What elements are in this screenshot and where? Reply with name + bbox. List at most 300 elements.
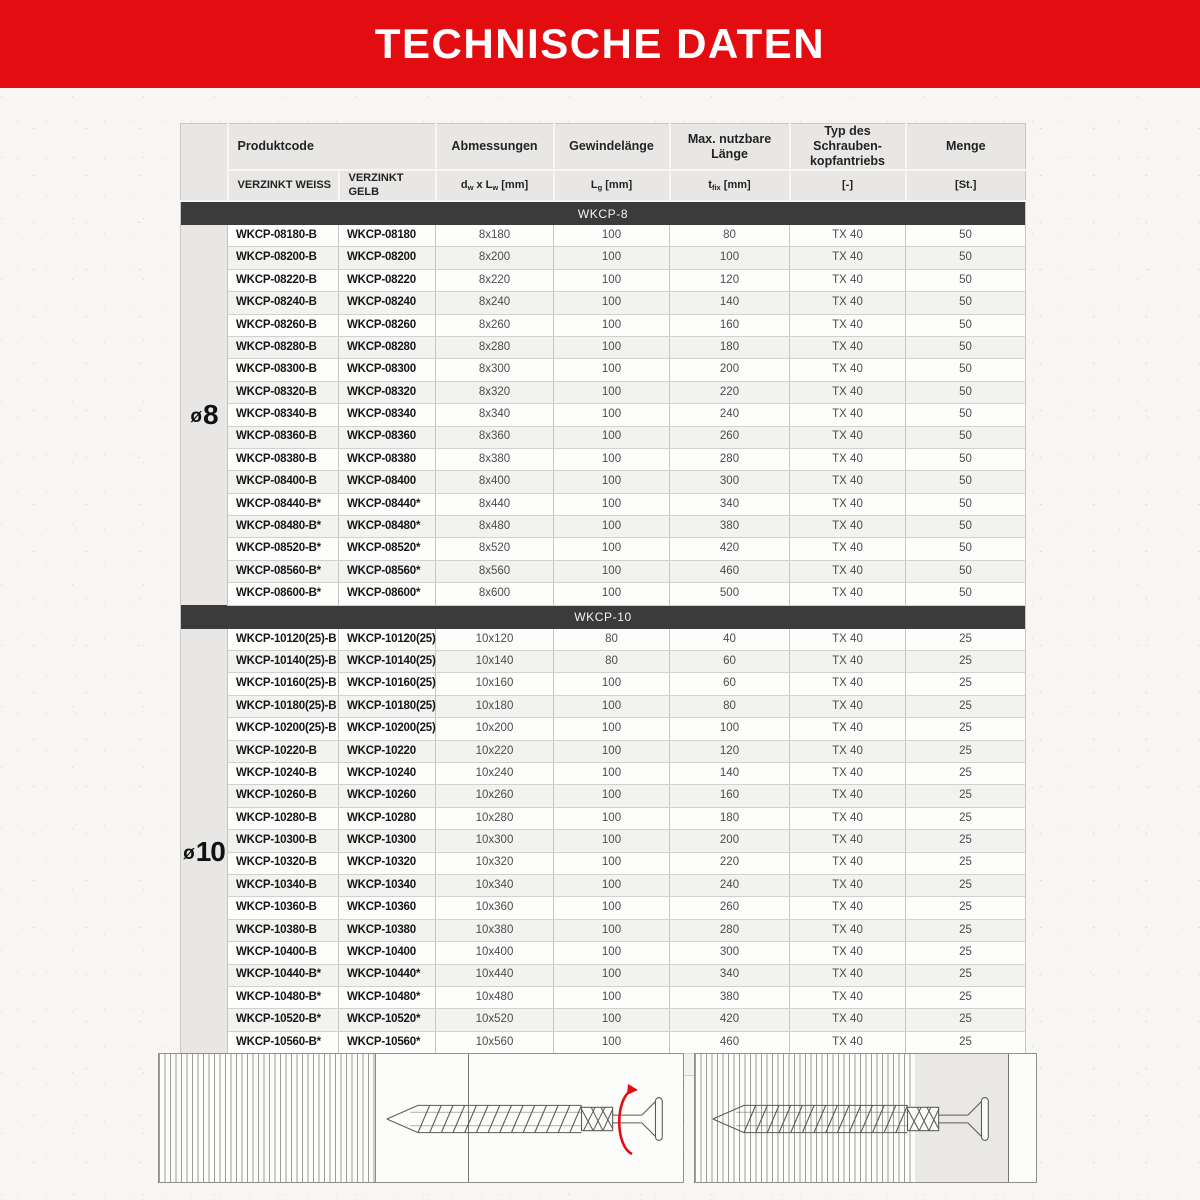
cell-antrieb: TX 40: [790, 426, 906, 448]
table-row: [181, 762, 1026, 784]
cell-code-weiss: WKCP-10240-B: [228, 762, 339, 784]
screw-flush-installed-diagram: [694, 1053, 1037, 1183]
cell-gewindelaenge: 100: [554, 314, 670, 336]
cell-code-gelb: WKCP-10280: [339, 807, 436, 829]
section-header: WKCP-10: [181, 605, 1026, 629]
cell-max-laenge: 80: [670, 225, 790, 247]
cell-code-gelb: WKCP-08360: [339, 426, 436, 448]
table-row: [181, 1031, 1026, 1053]
cell-max-laenge: 220: [670, 852, 790, 874]
cell-max-laenge: 220: [670, 381, 790, 403]
cell-max-laenge: 100: [670, 718, 790, 740]
table-row: [181, 314, 1026, 336]
cell-menge: 50: [906, 314, 1026, 336]
cell-gewindelaenge: 100: [554, 1031, 670, 1053]
cell-menge: 25: [906, 986, 1026, 1008]
table-row: [181, 471, 1026, 493]
cell-abmessungen: 10x240: [436, 762, 554, 784]
cell-code-gelb: WKCP-10160(25): [339, 673, 436, 695]
table-row: [181, 336, 1026, 358]
cell-code-gelb: WKCP-10120(25): [339, 629, 436, 651]
cell-antrieb: TX 40: [790, 942, 906, 964]
cell-code-gelb: WKCP-10480*: [339, 986, 436, 1008]
cell-gewindelaenge: 100: [554, 538, 670, 560]
cell-abmessungen: 8x600: [436, 583, 554, 605]
cell-max-laenge: 420: [670, 1009, 790, 1031]
table-row: [181, 404, 1026, 426]
cell-code-weiss: WKCP-10260-B: [228, 785, 339, 807]
cell-antrieb: TX 40: [790, 404, 906, 426]
table-row: [181, 426, 1026, 448]
cell-antrieb: TX 40: [790, 695, 906, 717]
cell-gewindelaenge: 100: [554, 673, 670, 695]
cell-code-gelb: WKCP-08480*: [339, 516, 436, 538]
cell-menge: 25: [906, 830, 1026, 852]
cell-abmessungen: 10x140: [436, 651, 554, 673]
cell-code-weiss: WKCP-10440-B*: [228, 964, 339, 986]
cell-antrieb: TX 40: [790, 493, 906, 515]
cell-code-gelb: WKCP-10180(25): [339, 695, 436, 717]
cell-antrieb: TX 40: [790, 629, 906, 651]
table-row: [181, 269, 1026, 291]
table-row: [181, 785, 1026, 807]
cell-code-weiss: WKCP-08220-B: [228, 269, 339, 291]
cell-code-weiss: WKCP-08260-B: [228, 314, 339, 336]
table-row: [181, 583, 1026, 605]
col-verzinkt-gelb: VERZINKT GELB: [339, 170, 436, 201]
diameter-label: ø10: [181, 629, 228, 1076]
cell-code-gelb: WKCP-08520*: [339, 538, 436, 560]
cell-abmessungen: 10x260: [436, 785, 554, 807]
screw-driving-diagram: [158, 1053, 684, 1183]
cell-code-weiss: WKCP-10220-B: [228, 740, 339, 762]
cell-abmessungen: 8x260: [436, 314, 554, 336]
table-row: [181, 964, 1026, 986]
table-row: [181, 942, 1026, 964]
cell-gewindelaenge: 100: [554, 807, 670, 829]
cell-menge: 25: [906, 964, 1026, 986]
cell-menge: 50: [906, 426, 1026, 448]
cell-gewindelaenge: 100: [554, 785, 670, 807]
table-row: [181, 359, 1026, 381]
cell-antrieb: TX 40: [790, 225, 906, 247]
cell-abmessungen: 10x380: [436, 919, 554, 941]
cell-abmessungen: 10x520: [436, 1009, 554, 1031]
cell-gewindelaenge: 100: [554, 292, 670, 314]
cell-gewindelaenge: 100: [554, 964, 670, 986]
cell-abmessungen: 10x560: [436, 1031, 554, 1053]
cell-menge: 25: [906, 673, 1026, 695]
cell-code-weiss: WKCP-08200-B: [228, 247, 339, 269]
cell-code-weiss: WKCP-10120(25)-B: [228, 629, 339, 651]
cell-max-laenge: 300: [670, 471, 790, 493]
cell-menge: 50: [906, 359, 1026, 381]
cell-max-laenge: 180: [670, 336, 790, 358]
cell-menge: 25: [906, 695, 1026, 717]
cell-max-laenge: 340: [670, 493, 790, 515]
cell-menge: 25: [906, 629, 1026, 651]
cell-max-laenge: 200: [670, 830, 790, 852]
cell-gewindelaenge: 100: [554, 381, 670, 403]
cell-antrieb: TX 40: [790, 247, 906, 269]
cell-code-weiss: WKCP-08380-B: [228, 448, 339, 470]
cell-code-gelb: WKCP-10560*: [339, 1031, 436, 1053]
cell-abmessungen: 10x280: [436, 807, 554, 829]
cell-code-gelb: WKCP-10140(25): [339, 651, 436, 673]
cell-code-gelb: WKCP-08220: [339, 269, 436, 291]
col-tfix-unit: $t_{fix}$ [mm]: [670, 170, 790, 201]
cell-abmessungen: 10x200: [436, 718, 554, 740]
cell-gewindelaenge: 100: [554, 897, 670, 919]
cell-code-gelb: WKCP-10520*: [339, 1009, 436, 1031]
cell-code-weiss: WKCP-10360-B: [228, 897, 339, 919]
cell-gewindelaenge: 100: [554, 560, 670, 582]
cell-abmessungen: 10x360: [436, 897, 554, 919]
table-row: [181, 292, 1026, 314]
cell-max-laenge: 120: [670, 740, 790, 762]
cell-menge: 25: [906, 762, 1026, 784]
cell-max-laenge: 460: [670, 1031, 790, 1053]
cell-gewindelaenge: 100: [554, 516, 670, 538]
cell-gewindelaenge: 100: [554, 718, 670, 740]
cell-menge: 25: [906, 718, 1026, 740]
cell-menge: 50: [906, 292, 1026, 314]
cell-menge: 50: [906, 516, 1026, 538]
cell-code-gelb: WKCP-10200(25): [339, 718, 436, 740]
cell-code-weiss: WKCP-08520-B*: [228, 538, 339, 560]
cell-menge: 25: [906, 874, 1026, 896]
cell-menge: 25: [906, 942, 1026, 964]
cell-max-laenge: 420: [670, 538, 790, 560]
cell-gewindelaenge: 80: [554, 651, 670, 673]
wood-hatch: [159, 1054, 376, 1182]
cell-menge: 25: [906, 785, 1026, 807]
cell-max-laenge: 120: [670, 269, 790, 291]
cell-antrieb: TX 40: [790, 359, 906, 381]
cell-menge: 25: [906, 740, 1026, 762]
cell-max-laenge: 140: [670, 762, 790, 784]
cell-abmessungen: 8x320: [436, 381, 554, 403]
cell-antrieb: TX 40: [790, 919, 906, 941]
cell-antrieb: TX 40: [790, 651, 906, 673]
cell-code-weiss: WKCP-10200(25)-B: [228, 718, 339, 740]
cell-antrieb: TX 40: [790, 1031, 906, 1053]
cell-gewindelaenge: 100: [554, 493, 670, 515]
cell-abmessungen: 8x240: [436, 292, 554, 314]
cell-abmessungen: 10x220: [436, 740, 554, 762]
cell-code-weiss: WKCP-10160(25)-B: [228, 673, 339, 695]
section-bar: [181, 201, 1026, 225]
cell-menge: 50: [906, 493, 1026, 515]
cell-abmessungen: 10x120: [436, 629, 554, 651]
cell-code-weiss: WKCP-10400-B: [228, 942, 339, 964]
cell-antrieb: TX 40: [790, 538, 906, 560]
cell-code-gelb: WKCP-10340: [339, 874, 436, 896]
cell-code-gelb: WKCP-08340: [339, 404, 436, 426]
cell-gewindelaenge: 80: [554, 629, 670, 651]
cell-gewindelaenge: 100: [554, 919, 670, 941]
cell-code-weiss: WKCP-10480-B*: [228, 986, 339, 1008]
cell-code-gelb: WKCP-08200: [339, 247, 436, 269]
cell-abmessungen: 10x160: [436, 673, 554, 695]
cell-code-weiss: WKCP-10380-B: [228, 919, 339, 941]
cell-code-weiss: WKCP-08600-B*: [228, 583, 339, 605]
cell-code-gelb: WKCP-08600*: [339, 583, 436, 605]
cell-abmessungen: 8x380: [436, 448, 554, 470]
cell-menge: 50: [906, 336, 1026, 358]
cell-menge: 50: [906, 225, 1026, 247]
col-antrieb: Typ des Schrauben- kopfantriebs: [790, 124, 906, 171]
cell-antrieb: TX 40: [790, 471, 906, 493]
screw-illustration: [707, 1079, 999, 1159]
table-row: [181, 448, 1026, 470]
col-antrieb-unit: [-]: [790, 170, 906, 201]
cell-abmessungen: 8x520: [436, 538, 554, 560]
cell-code-weiss: WKCP-10560-B*: [228, 1031, 339, 1053]
cell-abmessungen: 8x400: [436, 471, 554, 493]
cell-code-weiss: WKCP-10180(25)-B: [228, 695, 339, 717]
table-row: [181, 874, 1026, 896]
table-row: [181, 225, 1026, 247]
col-dim-unit: $d_w$ x $L_w$ [mm]: [436, 170, 554, 201]
cell-max-laenge: 240: [670, 874, 790, 896]
cell-code-weiss: WKCP-10280-B: [228, 807, 339, 829]
cell-menge: 50: [906, 538, 1026, 560]
table-row: [181, 1009, 1026, 1031]
cell-code-weiss: WKCP-08440-B*: [228, 493, 339, 515]
col-menge-unit: [St.]: [906, 170, 1026, 201]
cell-code-gelb: WKCP-10380: [339, 919, 436, 941]
cell-gewindelaenge: 100: [554, 740, 670, 762]
cell-max-laenge: 460: [670, 560, 790, 582]
cell-abmessungen: 8x300: [436, 359, 554, 381]
table-row: [181, 516, 1026, 538]
cell-abmessungen: 10x180: [436, 695, 554, 717]
col-gewindelaenge: Gewindelänge: [554, 124, 670, 171]
cell-menge: 50: [906, 247, 1026, 269]
cell-abmessungen: 10x340: [436, 874, 554, 896]
cell-gewindelaenge: 100: [554, 225, 670, 247]
cell-max-laenge: 280: [670, 448, 790, 470]
cell-code-gelb: WKCP-08260: [339, 314, 436, 336]
cell-code-weiss: WKCP-10340-B: [228, 874, 339, 896]
cell-max-laenge: 100: [670, 247, 790, 269]
cell-gewindelaenge: 100: [554, 404, 670, 426]
cell-antrieb: TX 40: [790, 874, 906, 896]
cell-max-laenge: 180: [670, 807, 790, 829]
cell-max-laenge: 140: [670, 292, 790, 314]
cell-code-gelb: WKCP-08400: [339, 471, 436, 493]
cell-code-weiss: WKCP-10320-B: [228, 852, 339, 874]
table-row: [181, 673, 1026, 695]
cell-menge: 25: [906, 807, 1026, 829]
cell-menge: 50: [906, 381, 1026, 403]
cell-code-weiss: WKCP-08340-B: [228, 404, 339, 426]
cell-menge: 50: [906, 404, 1026, 426]
col-max-nutzbare-laenge: Max. nutzbare Länge: [670, 124, 790, 171]
cell-code-gelb: WKCP-08320: [339, 381, 436, 403]
cell-code-gelb: WKCP-08180: [339, 225, 436, 247]
table-row: [181, 538, 1026, 560]
cell-antrieb: TX 40: [790, 336, 906, 358]
cell-gewindelaenge: 100: [554, 852, 670, 874]
cell-abmessungen: 8x340: [436, 404, 554, 426]
corner-cell: [181, 124, 228, 202]
table-row: [181, 830, 1026, 852]
cell-max-laenge: 60: [670, 651, 790, 673]
cell-abmessungen: 8x200: [436, 247, 554, 269]
cell-code-weiss: WKCP-08280-B: [228, 336, 339, 358]
col-abmessungen: Abmessungen: [436, 124, 554, 171]
cell-abmessungen: 8x220: [436, 269, 554, 291]
cell-menge: 25: [906, 651, 1026, 673]
table-row: [181, 986, 1026, 1008]
title-banner: [0, 0, 1200, 88]
cell-max-laenge: 240: [670, 404, 790, 426]
cell-code-gelb: WKCP-10360: [339, 897, 436, 919]
cell-max-laenge: 260: [670, 897, 790, 919]
cell-gewindelaenge: 100: [554, 471, 670, 493]
cell-code-weiss: WKCP-10140(25)-B: [228, 651, 339, 673]
cell-antrieb: TX 40: [790, 740, 906, 762]
table-row: [181, 807, 1026, 829]
table-row: [181, 493, 1026, 515]
cell-gewindelaenge: 100: [554, 269, 670, 291]
cell-gewindelaenge: 100: [554, 448, 670, 470]
section-bar: [181, 605, 1026, 629]
rotation-arrow-icon: [611, 1082, 639, 1162]
cell-antrieb: TX 40: [790, 673, 906, 695]
cell-abmessungen: 10x320: [436, 852, 554, 874]
cell-gewindelaenge: 100: [554, 874, 670, 896]
diameter-label: ø8: [181, 225, 228, 605]
cell-abmessungen: 10x440: [436, 964, 554, 986]
cell-menge: 50: [906, 448, 1026, 470]
cell-abmessungen: 8x360: [436, 426, 554, 448]
cell-antrieb: TX 40: [790, 516, 906, 538]
cell-max-laenge: 300: [670, 942, 790, 964]
cell-menge: 25: [906, 852, 1026, 874]
cell-gewindelaenge: 100: [554, 336, 670, 358]
section-header: WKCP-8: [181, 201, 1026, 225]
cell-code-gelb: WKCP-10400: [339, 942, 436, 964]
cell-max-laenge: 500: [670, 583, 790, 605]
cell-code-weiss: WKCP-08480-B*: [228, 516, 339, 538]
cell-code-weiss: WKCP-10520-B*: [228, 1009, 339, 1031]
cell-code-gelb: WKCP-10440*: [339, 964, 436, 986]
cell-antrieb: TX 40: [790, 986, 906, 1008]
table-body: [181, 201, 1026, 1076]
cell-code-gelb: WKCP-10240: [339, 762, 436, 784]
cell-max-laenge: 60: [670, 673, 790, 695]
cell-abmessungen: 8x280: [436, 336, 554, 358]
cell-antrieb: TX 40: [790, 852, 906, 874]
cell-antrieb: TX 40: [790, 964, 906, 986]
cell-code-weiss: WKCP-08240-B: [228, 292, 339, 314]
cell-menge: 25: [906, 919, 1026, 941]
table-row: [181, 695, 1026, 717]
cell-code-gelb: WKCP-10220: [339, 740, 436, 762]
table-row: [181, 718, 1026, 740]
cell-menge: 25: [906, 897, 1026, 919]
col-verzinkt-weiss: VERZINKT WEISS: [228, 170, 339, 201]
cell-antrieb: TX 40: [790, 314, 906, 336]
cell-code-gelb: WKCP-08380: [339, 448, 436, 470]
cell-code-weiss: WKCP-10300-B: [228, 830, 339, 852]
cell-antrieb: TX 40: [790, 583, 906, 605]
cell-antrieb: TX 40: [790, 448, 906, 470]
cell-max-laenge: 340: [670, 964, 790, 986]
table-row: [181, 740, 1026, 762]
cell-max-laenge: 380: [670, 986, 790, 1008]
cell-antrieb: TX 40: [790, 718, 906, 740]
cell-code-gelb: WKCP-08300: [339, 359, 436, 381]
cell-gewindelaenge: 100: [554, 583, 670, 605]
cell-gewindelaenge: 100: [554, 830, 670, 852]
table-row: [181, 852, 1026, 874]
cell-gewindelaenge: 100: [554, 359, 670, 381]
cell-code-gelb: WKCP-10300: [339, 830, 436, 852]
cell-gewindelaenge: 100: [554, 942, 670, 964]
cell-antrieb: TX 40: [790, 269, 906, 291]
cell-code-weiss: WKCP-08180-B: [228, 225, 339, 247]
col-menge: Menge: [906, 124, 1026, 171]
cell-antrieb: TX 40: [790, 1009, 906, 1031]
cell-antrieb: TX 40: [790, 381, 906, 403]
table-row: [181, 247, 1026, 269]
cell-gewindelaenge: 100: [554, 762, 670, 784]
cell-max-laenge: 40: [670, 629, 790, 651]
cell-abmessungen: 10x400: [436, 942, 554, 964]
table-row: [181, 629, 1026, 651]
cell-abmessungen: 8x440: [436, 493, 554, 515]
page-title: TECHNISCHE DATEN: [374, 20, 826, 67]
cell-antrieb: TX 40: [790, 785, 906, 807]
cell-max-laenge: 160: [670, 314, 790, 336]
cell-antrieb: TX 40: [790, 762, 906, 784]
cell-max-laenge: 80: [670, 695, 790, 717]
cell-gewindelaenge: 100: [554, 1009, 670, 1031]
cell-code-gelb: WKCP-08240: [339, 292, 436, 314]
cell-antrieb: TX 40: [790, 292, 906, 314]
cell-code-gelb: WKCP-08560*: [339, 560, 436, 582]
cell-code-gelb: WKCP-08440*: [339, 493, 436, 515]
cell-menge: 25: [906, 1009, 1026, 1031]
tech-data-table: [180, 123, 1026, 1076]
cell-max-laenge: 160: [670, 785, 790, 807]
cell-gewindelaenge: 100: [554, 426, 670, 448]
table-row: [181, 651, 1026, 673]
table-row: [181, 919, 1026, 941]
cell-code-weiss: WKCP-08560-B*: [228, 560, 339, 582]
cell-max-laenge: 260: [670, 426, 790, 448]
cell-abmessungen: 8x560: [436, 560, 554, 582]
tech-table-wrap: [180, 123, 1025, 1076]
cell-menge: 50: [906, 583, 1026, 605]
cell-code-weiss: WKCP-08360-B: [228, 426, 339, 448]
cell-gewindelaenge: 100: [554, 247, 670, 269]
cell-abmessungen: 10x300: [436, 830, 554, 852]
cell-menge: 25: [906, 1031, 1026, 1053]
cell-gewindelaenge: 100: [554, 695, 670, 717]
cell-abmessungen: 10x480: [436, 986, 554, 1008]
cell-code-gelb: WKCP-10320: [339, 852, 436, 874]
cell-abmessungen: 8x480: [436, 516, 554, 538]
cell-menge: 50: [906, 560, 1026, 582]
table-row: [181, 560, 1026, 582]
cell-max-laenge: 380: [670, 516, 790, 538]
cell-max-laenge: 280: [670, 919, 790, 941]
